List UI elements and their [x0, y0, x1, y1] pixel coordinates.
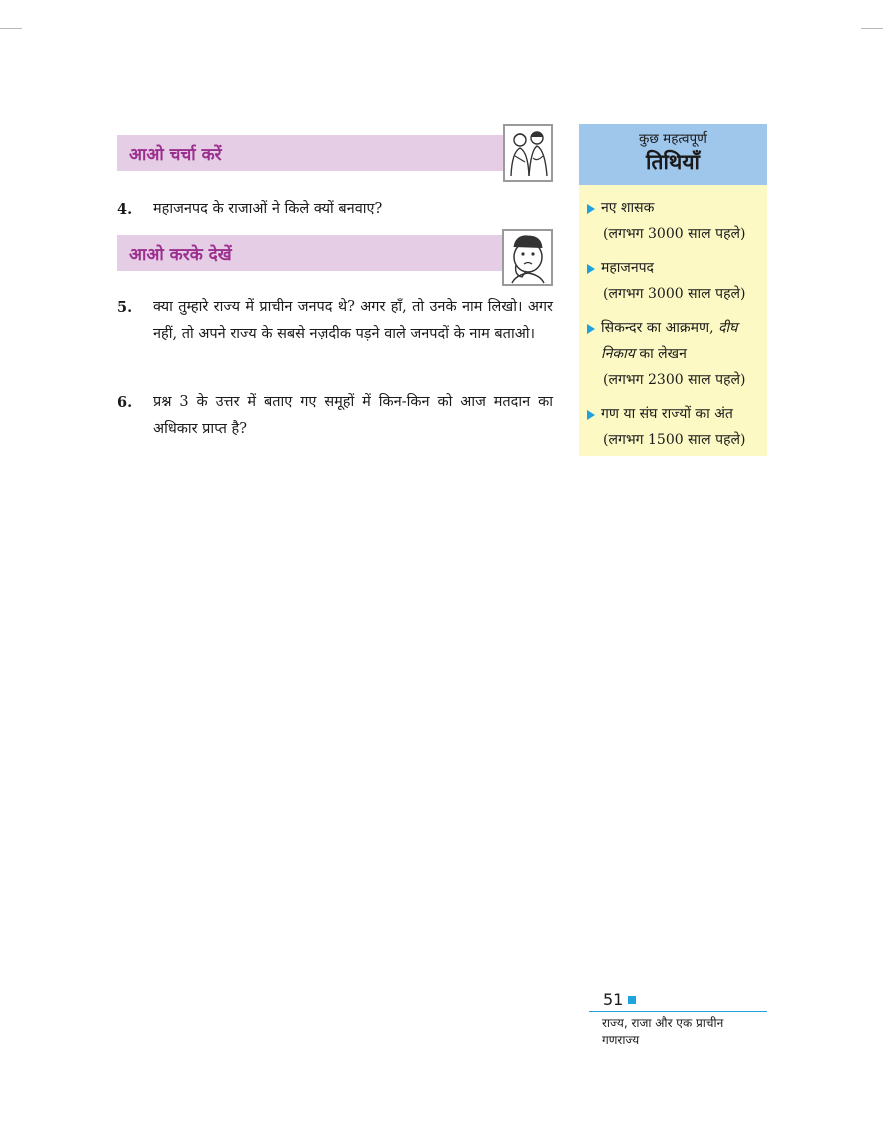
question-number: 5.	[117, 299, 133, 316]
question-6	[117, 389, 553, 443]
list-item	[587, 315, 761, 393]
date-event-part: का लेखन	[634, 346, 687, 362]
question-text: महाजनपद के राजाओं ने किले क्यों बनवाए?	[153, 201, 383, 217]
triangle-bullet-icon	[587, 324, 595, 334]
date-event: गण या संघ राज्यों का अंत	[601, 406, 733, 422]
question-4	[117, 196, 553, 223]
section-bar-discuss	[117, 135, 553, 171]
discussing-people-icon	[503, 124, 553, 182]
section-title-try: आओ करके देखें	[129, 245, 232, 265]
important-dates-box	[579, 124, 767, 456]
triangle-bullet-icon	[587, 410, 595, 420]
question-text: प्रश्न 3 के उत्तर में बताए गए समूहों में किन-किन को आज मतदान का अधिकार प्राप्त है?	[153, 394, 553, 437]
date-event: नए शासक	[601, 200, 655, 216]
date-value: (लगभग 2300 साल पहले)	[603, 372, 746, 388]
page-number: 51	[603, 990, 624, 1009]
dates-list	[579, 185, 767, 453]
date-value: (लगभग 1500 साल पहले)	[603, 432, 746, 448]
section-title-discuss: आओ चर्चा करें	[129, 145, 222, 165]
list-item	[587, 255, 761, 307]
list-item	[587, 195, 761, 247]
date-value: (लगभग 3000 साल पहले)	[603, 226, 746, 242]
page-footer	[603, 990, 767, 1049]
question-number: 6.	[117, 394, 133, 411]
list-item	[587, 401, 761, 453]
thinking-child-icon	[502, 229, 553, 286]
square-marker-icon	[628, 996, 636, 1004]
question-number: 4.	[117, 201, 133, 218]
date-event-part: सिकन्दर का आक्रमण,	[601, 320, 719, 336]
crop-mark-left	[0, 28, 22, 29]
footer-rule	[589, 1011, 767, 1012]
dates-header	[579, 124, 767, 185]
date-event-italic: दीघ निकाय	[601, 320, 738, 362]
question-text: क्या तुम्हारे राज्य में प्राचीन जनपद थे? अगर हाँ, तो उनके नाम लिखो। अगर नहीं, तो अपने राज्य के सबसे नज़दीक पड़ने वाले जनपदों के नाम बताओ।	[153, 299, 553, 342]
triangle-bullet-icon	[587, 204, 595, 214]
triangle-bullet-icon	[587, 264, 595, 274]
crop-mark-right	[861, 28, 883, 29]
dates-title: तिथियाँ	[646, 150, 700, 174]
chapter-title: राज्य, राजा और एक प्राचीन गणराज्य	[602, 1016, 724, 1047]
section-bar-try	[117, 235, 553, 271]
date-value: (लगभग 3000 साल पहले)	[603, 286, 746, 302]
date-event: महाजनपद	[601, 260, 654, 276]
question-5	[117, 294, 553, 348]
dates-subtitle: कुछ महत्वपूर्ण	[639, 131, 707, 147]
